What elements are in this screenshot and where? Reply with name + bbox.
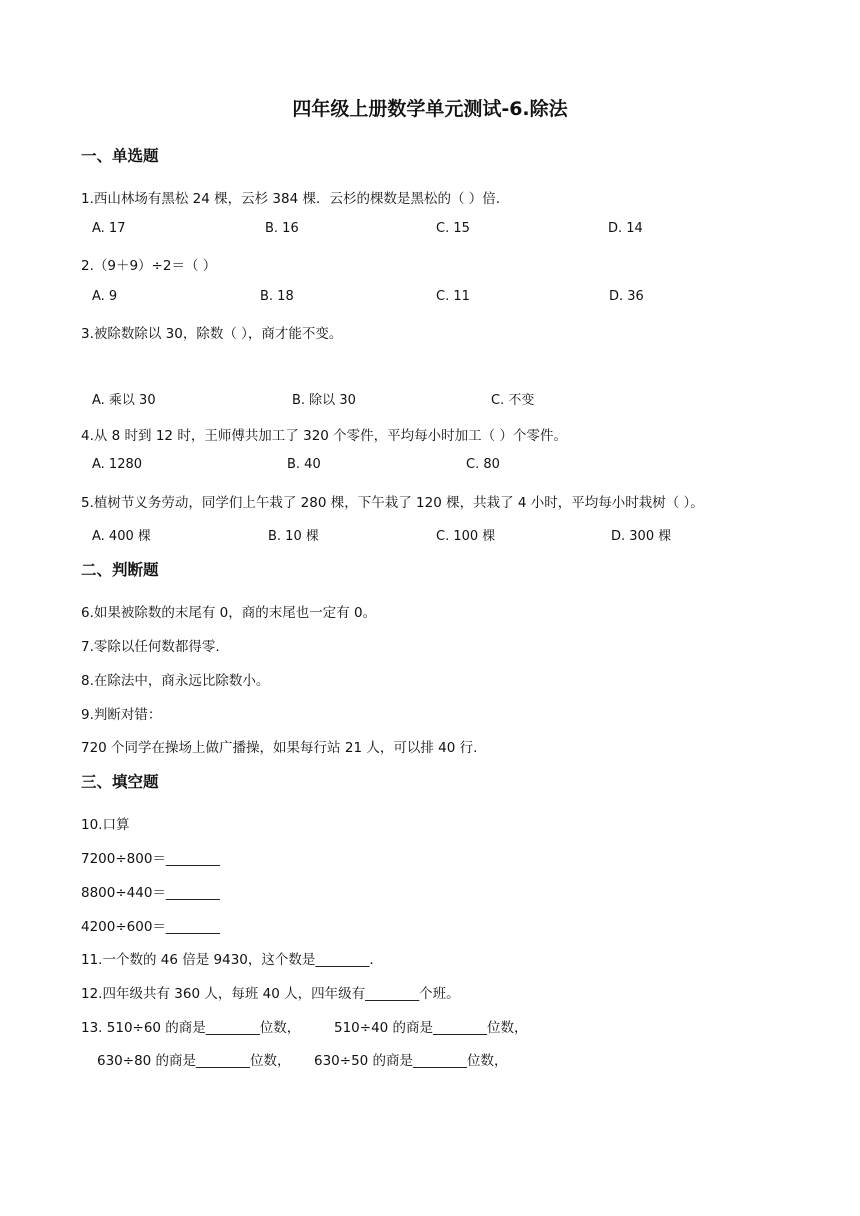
question-7: 7.零除以任何数都得零. (81, 639, 220, 655)
q3-option-c: C. 不变 (491, 393, 535, 408)
question-13-part-d: 630÷50 的商是________位数， (314, 1053, 508, 1069)
q1-option-d: D. 14 (608, 221, 643, 236)
q2-option-d: D. 36 (609, 289, 644, 304)
question-2: 2.（9＋9）÷2＝（ ） (81, 258, 217, 274)
q3-option-a: A. 乘以 30 (92, 393, 156, 408)
q2-option-b: B. 18 (260, 289, 294, 304)
question-13-part-a: 13. 510÷60 的商是________位数， (81, 1020, 301, 1036)
question-13-part-c: 630÷80 的商是________位数， (97, 1053, 291, 1069)
q5-option-c: C. 100 棵 (436, 529, 496, 544)
q5-option-d: D. 300 棵 (611, 529, 672, 544)
question-10-item-2: 8800÷440＝________ (81, 885, 220, 901)
q1-option-b: B. 16 (265, 221, 299, 236)
q1-option-c: C. 15 (436, 221, 470, 236)
q1-option-a: A. 17 (92, 221, 126, 236)
q5-option-b: B. 10 棵 (268, 529, 319, 544)
question-12: 12.四年级共有 360 人，每班 40 人，四年级有________个班。 (81, 986, 460, 1002)
q4-option-a: A. 1280 (92, 457, 143, 472)
question-10-item-3: 4200÷600＝________ (81, 919, 220, 935)
question-1: 1.西山林场有黑松 24 棵，云杉 384 棵．云杉的棵数是黑松的（ ）倍. (81, 191, 501, 207)
q3-option-b: B. 除以 30 (292, 393, 356, 408)
question-10: 10.口算 (81, 817, 130, 833)
question-13-part-b: 510÷40 的商是________位数， (334, 1020, 528, 1036)
question-11: 11.一个数的 46 倍是 9430，这个数是________. (81, 952, 374, 968)
q4-option-c: C. 80 (466, 457, 500, 472)
question-6: 6.如果被除数的末尾有 0，商的末尾也一定有 0。 (81, 605, 377, 621)
section-heading-single-choice: 一、单选题 (81, 147, 159, 165)
q2-option-c: C. 11 (436, 289, 470, 304)
question-9: 9.判断对错： (81, 707, 162, 723)
q4-option-b: B. 40 (287, 457, 321, 472)
q5-option-a: A. 400 棵 (92, 529, 151, 544)
section-heading-fill-blank: 三、填空题 (81, 773, 159, 791)
section-heading-true-false: 二、判断题 (81, 561, 159, 579)
question-5: 5.植树节义务劳动，同学们上午栽了 280 棵，下午栽了 120 棵，共栽了 4 小时，平均每小时栽树（ ）。 (81, 495, 704, 511)
question-10-item-1: 7200÷800＝________ (81, 851, 220, 867)
page-title: 四年级上册数学单元测试-6.除法 (292, 98, 568, 120)
question-3: 3.被除数除以 30，除数（ ），商才能不变。 (81, 326, 343, 342)
question-4: 4.从 8 时到 12 时，王师傅共加工了 320 个零件，平均每小时加工（ ）个零件。 (81, 428, 567, 444)
question-8: 8.在除法中，商永远比除数小。 (81, 673, 270, 689)
q2-option-a: A. 9 (92, 289, 118, 304)
question-9-detail: 720 个同学在操场上做广播操，如果每行站 21 人，可以排 40 行. (81, 740, 478, 756)
